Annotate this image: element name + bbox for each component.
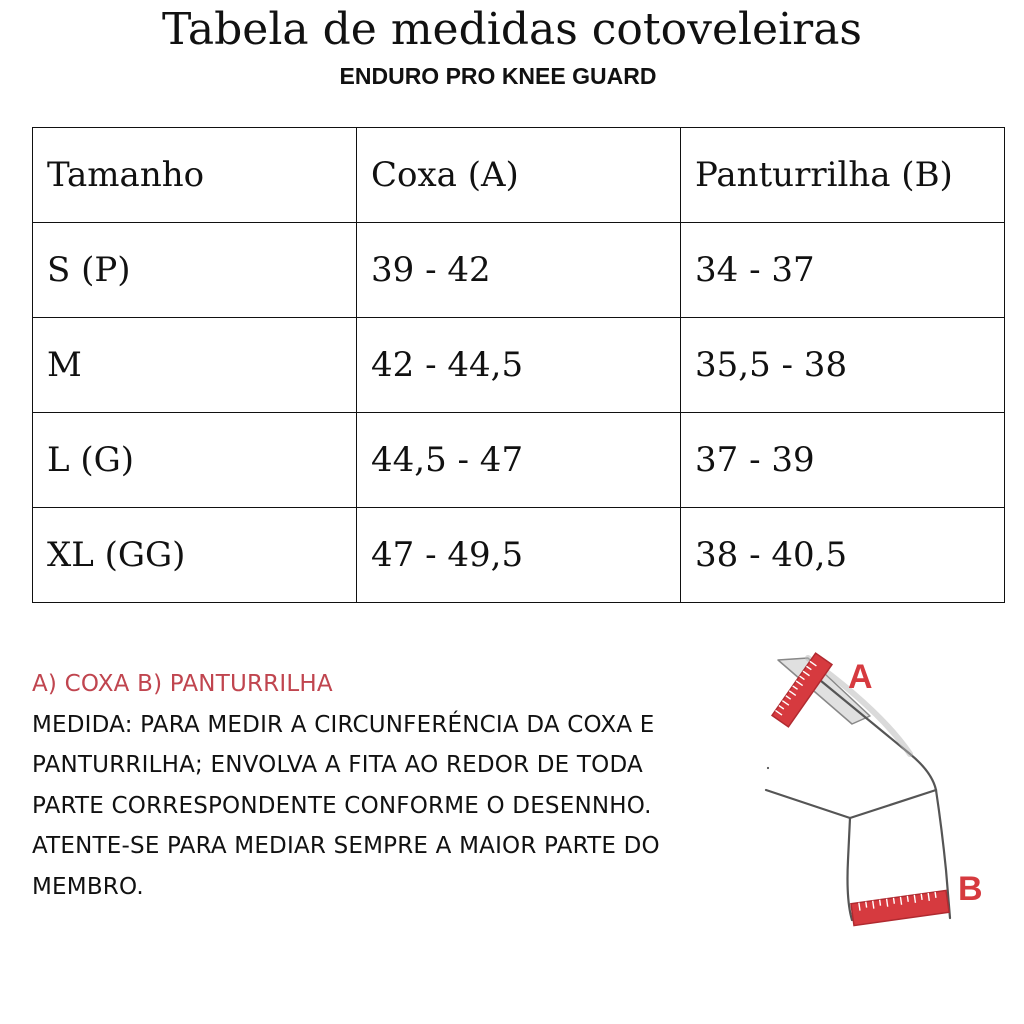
notes-line: PARTE CORRESPONDENTE CONFORME O DESENNHO. [32,792,652,819]
cell-thigh: 47 - 49,5 [357,508,681,603]
cell-size: XL (GG) [33,508,357,603]
notes-legend: A) COXA B) PANTURRILHA [32,671,333,697]
table-row [33,508,1005,603]
label-a: A [848,658,873,696]
tape-b-icon [851,890,949,925]
cell-size: M [33,318,357,413]
cell-thigh: 39 - 42 [357,223,681,318]
page-subtitle: ENDURO PRO KNEE GUARD [339,63,657,89]
knee-measurement-illustration [760,650,1010,950]
cell-calf: 34 - 37 [681,223,1005,318]
cell-size: S (P) [33,223,357,318]
cell-calf: 37 - 39 [681,413,1005,508]
table-header-row [33,128,1005,223]
cell-size: L (G) [33,413,357,508]
cell-calf: 35,5 - 38 [681,318,1005,413]
cell-thigh: 42 - 44,5 [357,318,681,413]
header-calf: Panturrilha (B) [681,128,1005,223]
measurement-notes [32,664,762,907]
table-row [33,318,1005,413]
label-b: B [958,870,983,908]
notes-line: MEDIDA: PARA MEDIR A CIRCUNFERÉNCIA DA COXA E [32,711,655,738]
notes-line: PANTURRILHA; ENVOLVA A FITA AO REDOR DE TODA [32,752,643,778]
cell-calf: 38 - 40,5 [681,508,1005,603]
notes-line: MEMBRO. [32,873,144,900]
table-row [33,223,1005,318]
page-title: Tabela de medidas cotoveleiras [161,4,863,55]
notes-line: ATENTE-SE PARA MEDIAR SEMPRE A MAIOR PARTE DO [32,833,660,859]
cell-thigh: 44,5 - 47 [357,413,681,508]
size-table [32,127,1005,603]
table-row [33,413,1005,508]
header-size: Tamanho [33,128,357,223]
header-thigh: Coxa (A) [357,128,681,223]
